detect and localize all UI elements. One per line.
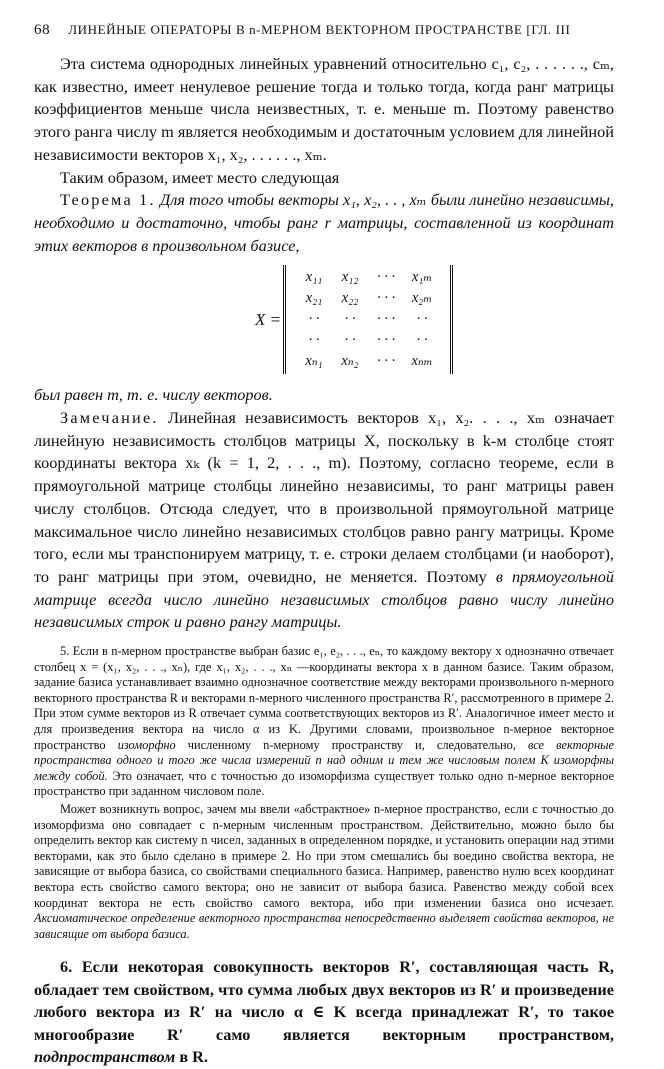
matrix-cell: · ·	[416, 332, 428, 349]
matrix-cell: · · ·	[376, 332, 396, 349]
matrix-cell: · · ·	[376, 269, 396, 286]
p6-italic-subspace: подпространством	[34, 1047, 176, 1067]
small-print-abstract-space	[34, 802, 614, 942]
matrix-cell: · · ·	[376, 353, 396, 370]
small-print-isomorphism	[34, 644, 614, 800]
small1-end: Это означает, что с точностью до изоморфизма существует только одно n-мерное векторное пространство при заданном числовом поле.	[34, 768, 614, 799]
matrix-cell: · ·	[344, 311, 356, 328]
remark-paragraph	[34, 407, 614, 634]
matrix-cell: · · ·	[376, 311, 396, 328]
remark-conclusion: в прямоугольной матрице всегда число линейно независимых столбцов равно числу линейно независимых строк и равно рангу матрицы.	[34, 566, 614, 632]
matrix-cell: · · ·	[376, 290, 396, 307]
small1-text: 5. Если в n-мерном пространстве выбран базис e₁, e₂, . . ., eₙ, то каждому вектору x однозначно отвечает столбец x = (x₁, x₂, . . ., xₙ), где x₁, x₂, . . ., xₙ —координаты вектора x в данном базисе. Таким образом, задание базиса устанавливает взаимно однозначное соответствие между векторами произвольного n-мерного векторного пространства R и векторами n-мерного численного пространства R′, рассмотренного в примере 2. При этом сумме векторов из R отвечает сумма соответствующих векторов из R′. Аналогичное имеет место и для произведения вектора на число α из K. Другими словами, произвольное n-мерное векторное пространство	[34, 644, 614, 752]
paragraph-subspace	[34, 956, 614, 1069]
matrix-cell: x₂₁	[305, 290, 323, 307]
matrix-body	[283, 265, 453, 374]
p6-tail: в R.	[179, 1047, 209, 1067]
matrix-cell: · ·	[416, 311, 428, 328]
running-title: ЛИНЕЙНЫЕ ОПЕРАТОРЫ В n-МЕРНОМ ВЕКТОРНОМ ПРОСТРАНСТВЕ [ГЛ. III	[68, 22, 571, 37]
theorem-1	[34, 189, 614, 257]
theorem-ending-text: был равен m, т. е. числу векторов.	[34, 385, 273, 405]
page-number: 68	[34, 22, 51, 38]
small1-italic-statement: все векторные пространства одного и того же числа измерений n над одним и тем же числовым полем K изоморфны между собой.	[34, 737, 614, 783]
page-header	[34, 22, 614, 39]
paragraph-rank-condition: Эта система однородных линейных уравнений относительно c₁, c₂, . . . . . ., cₘ, как известно, имеет ненулевое решение тогда и только тогда, когда ранг матрицы коэффициентов меньше числа неизвестных, т. е. меньше m. Поэтому равенство этого ранга числу m является необходимым и достаточным условием для линейной независимости векторов x₁, x₂, . . . . . ., xₘ.	[34, 54, 614, 164]
matrix-cell: xₙ₁	[305, 353, 323, 370]
remark-label: Замечание.	[60, 408, 159, 428]
small1-mid: численному n-мерному пространству и, следовательно,	[187, 737, 516, 752]
matrix-cell: x₁ₘ	[411, 269, 433, 286]
matrix-cell: xₙₘ	[411, 353, 433, 370]
small2-italic-end: Аксиоматическое определение векторного пространства непосредственно выделяет свойства векторов, не зависящие от выбора базиса.	[34, 911, 614, 941]
matrix-cell: xₙ₂	[341, 353, 359, 370]
matrix-label: X =	[254, 309, 282, 329]
remark-text: Линейная независимость векторов x₁, x₂. . . ., xₘ означает линейную независимость столбцов матрицы X, поскольку в k-м столбце стоят координаты вектора xₖ (k = 1, 2, . . ., m). Поэтому, согласно теореме, если в прямоугольной матрице столбцы линейно независимы, то ранг матрицы равен числу столбцов. Отсюда следует, что в произвольной прямоугольной матрице максимальное число линейно независимых столбцов равно рангу матрицы. Кроме того, если мы транспонируем матрицу, т. е. строки делаем столбцами (и наоборот), то ранг матрицы при этом, очевидно, не меняется. Поэтому	[34, 408, 614, 586]
matrix-cell: x₂₂	[341, 290, 359, 307]
theorem-statement: Для того чтобы векторы x₁, x₂, . . , xₘ были линейно независимы, необходимо и достаточно, чтобы ранг r матрицы, составленной из координат этих векторов в произвольном базисе,	[34, 190, 615, 255]
matrix-cell: x₁₂	[341, 269, 359, 286]
matrix-cell: x₁₁	[305, 269, 323, 286]
p6-text: 6. Если некоторая совокупность векторов R′, составляющая часть R, обладает тем свойством, что сумма любых двух векторов из R′ и произведение любого вектора из R′ на число α ∈ K всегда принадлежат R′, то такое многообразие R′ само является векторным пространством,	[34, 957, 614, 1044]
theorem-label: Теорема 1.	[60, 190, 156, 210]
coordinate-matrix	[94, 265, 614, 374]
theorem-ending	[34, 384, 614, 407]
small2-text: Может возникнуть вопрос, зачем мы ввели «абстрактное» n-мерное пространство, если с точностью до изоморфизма оно совпадает с n-мерным численным пространством. Действительно, можно было бы определить вектор как систему n чисел, заданных в определенном порядке, и установить операции над этими векторами, как это было сделано в примере 2. Но при этом смешались бы воедино свойства вектора, не зависящие от выбора базиса, со свойствами специального базиса. Например, равенство нулю всех координат вектора есть свойство самого вектора; оно не зависит от выбора базиса. Равенство между собой всех координат вектора не есть свойство самого вектора, ибо при изменении базиса оно исчезает.	[34, 802, 614, 910]
paragraph-conclusion: Таким образом, имеет место следующая	[60, 167, 340, 187]
matrix-cell: · ·	[308, 311, 320, 328]
matrix-cell: · ·	[308, 332, 320, 349]
matrix-cell: · ·	[344, 332, 356, 349]
small1-italic-isomorphic: изоморфно	[117, 737, 176, 752]
matrix-cell: x₂ₘ	[411, 290, 433, 307]
